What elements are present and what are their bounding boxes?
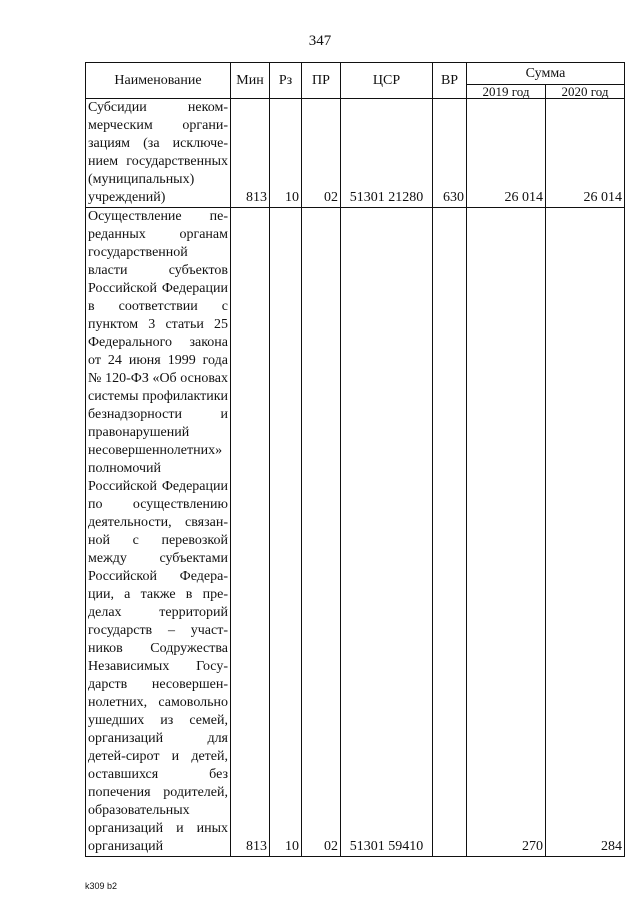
- row-min: 813: [231, 99, 270, 208]
- footer-code: k309 b2: [85, 881, 118, 891]
- row-csr: 51301 21280: [341, 99, 433, 208]
- header-vr: ВР: [433, 63, 467, 99]
- row-pr: 02: [302, 99, 341, 208]
- row-vr: [433, 208, 467, 857]
- table-row: [86, 99, 625, 208]
- row-rz: 10: [270, 208, 302, 857]
- row-sum-2020: 284: [546, 208, 625, 857]
- row-sum-2020: 26 014: [546, 99, 625, 208]
- budget-table: [85, 62, 625, 857]
- row-rz: 10: [270, 99, 302, 208]
- row-vr: 630: [433, 99, 467, 208]
- header-csr: ЦСР: [341, 63, 433, 99]
- header-year-2020: 2020 год: [546, 85, 625, 99]
- row-sum-2019: 26 014: [467, 99, 546, 208]
- header-year-2019: 2019 год: [467, 85, 546, 99]
- row-pr: 02: [302, 208, 341, 857]
- header-pr: ПР: [302, 63, 341, 99]
- page-number: 347: [308, 33, 332, 49]
- header-sum: Сумма: [467, 63, 625, 85]
- header-rz: Рз: [270, 63, 302, 99]
- row-csr: 51301 59410: [341, 208, 433, 857]
- row-name: Осуществление переданных органам государственной власти субъектов Российской Федерации в соответствии с пунктом 3 статьи 25 Федерального закона от 24 июня 1999 года № 120-ФЗ «Об основах системы профилактики безнадзорности и правонарушений несовершеннолетних» полномочий Российской Федерации по осуществлению деятельности, связанной с перевозкой между субъектами Российской Федерации, а также в пределах территорий государств – участников Содружества Независимых Государств несовершеннолетних, самовольно ушедших из семей, организаций для детей-сирот и детей, оставшихся без попечения родителей, образовательных организаций и иных организаций: [86, 208, 231, 857]
- table-row: [86, 208, 625, 857]
- header-min: Мин: [231, 63, 270, 99]
- row-name: Субсидии некоммерческим организациям (за исключением государственных (муниципальных) учреждений): [86, 99, 231, 208]
- header-name: Наименование: [86, 63, 231, 99]
- row-min: 813: [231, 208, 270, 857]
- row-sum-2019: 270: [467, 208, 546, 857]
